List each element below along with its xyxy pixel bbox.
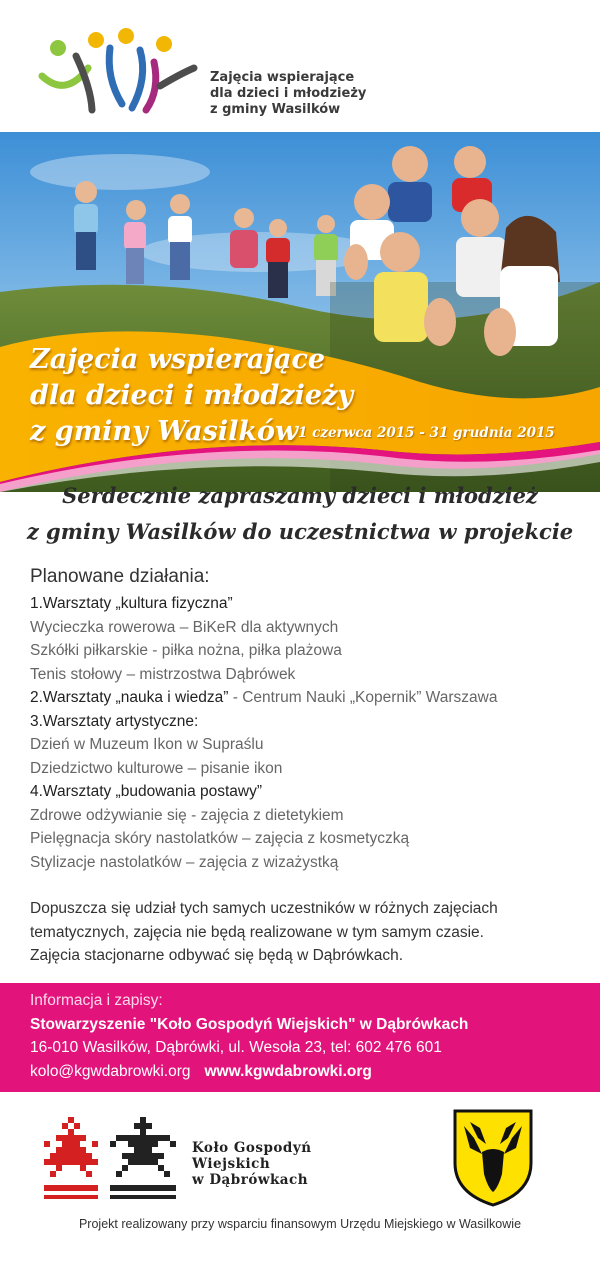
org-name-line: Koło Gospodyń: [192, 1140, 312, 1156]
contact-info-band: [0, 983, 600, 1092]
logo-line: Zajęcia wspierające: [210, 70, 355, 85]
wasilkow-crest-icon: [452, 1108, 534, 1208]
activity-item: Dzień w Muzeum Ikon w Supraślu: [30, 736, 264, 753]
activity-workshop-item: [30, 686, 580, 710]
activity-workshop-item: 4.Warsztaty „budowania postawy”: [30, 783, 263, 800]
folk-embroidery-logo-icon: [40, 1115, 180, 1205]
activity-workshop-item: 3.Warsztaty artystyczne:: [30, 712, 199, 730]
activity-item: Tenis stołowy – mistrzostwa Dąbrówek: [30, 665, 296, 683]
planned-activities: [30, 563, 580, 874]
participation-note: [30, 897, 580, 968]
activity-item: Pielęgnacja skóry nastolatków – zajęcia z kosmetyczką: [30, 830, 410, 847]
organization-logo-text: [192, 1140, 312, 1188]
activity-item: Stylizacje nastolatków – zajęcia z wizażystką: [30, 853, 339, 871]
activity-item: Dziedzictwo kulturowe – pisanie ikon: [30, 759, 283, 777]
invitation-line: Serdecznie zapraszamy dzieci i młodzież: [62, 483, 538, 508]
hero-title-line: Zajęcia wspierające: [30, 344, 326, 375]
org-name-line: w Dąbrówkach: [192, 1172, 309, 1188]
logo-line: z gminy Wasilków: [210, 102, 341, 117]
hero-title-line: z gminy Wasilków: [30, 416, 299, 447]
note-line: Zajęcia stacjonarne odbywać się będą w Dąbrówkach.: [30, 947, 404, 964]
activity-item: Szkółki piłkarskie - piłka nożna, piłka plażowa: [30, 642, 342, 659]
email-link[interactable]: kolo@kgwdabrowki.org: [30, 1062, 191, 1080]
invitation-line: z gminy Wasilków do uczestnictwa w projekcie: [26, 519, 574, 544]
note-line: Dopuszcza się udział tych samych uczestników w różnych zajęciach: [30, 900, 498, 917]
website-link[interactable]: www.kgwdabrowki.org: [204, 1062, 372, 1080]
organization-name: Stowarzyszenie "Koło Gospodyń Wiejskich" w Dąbrówkach: [30, 1015, 469, 1033]
activity-item: Zdrowe odżywianie się - zajęcia z dietetykiem: [30, 806, 344, 824]
activity-workshop-detail: - Centrum Nauki „Kopernik” Warszawa: [228, 689, 498, 706]
logo-line: dla dzieci i młodzieży: [210, 86, 367, 101]
logo-text: [210, 70, 366, 118]
contact-heading: Informacja i zapisy:: [30, 992, 163, 1009]
invitation-heading: [0, 478, 600, 550]
note-line: tematycznych, zajęcia nie będą realizowane w tym samym czasie.: [30, 923, 484, 941]
contact-line: [30, 1060, 570, 1084]
activity-item: Wycieczka rowerowa – BiKeR dla aktywnych: [30, 618, 339, 636]
activity-workshop-item: 1.Warsztaty „kultura fizyczna”: [30, 595, 233, 612]
activity-workshop-label: 2.Warsztaty „nauka i wiedza”: [30, 689, 229, 706]
people-circle-logo-icon: [36, 28, 206, 118]
activities-heading: Planowane działania:: [30, 566, 210, 587]
funding-note: Projekt realizowany przy wsparciu finansowym Urzędu Miejskiego w Wasilkowie: [78, 1217, 522, 1231]
activities-list: [30, 592, 580, 874]
contact-address: 16-010 Wasilków, Dąbrówki, ul. Wesoła 23, tel: 602 476 601: [30, 1039, 442, 1056]
org-name-line: Wiejskich: [192, 1156, 271, 1172]
project-dates: 1 czerwca 2015 - 31 grudnia 2015: [298, 425, 555, 441]
hero-title-line: dla dzieci i młodzieży: [30, 380, 354, 411]
